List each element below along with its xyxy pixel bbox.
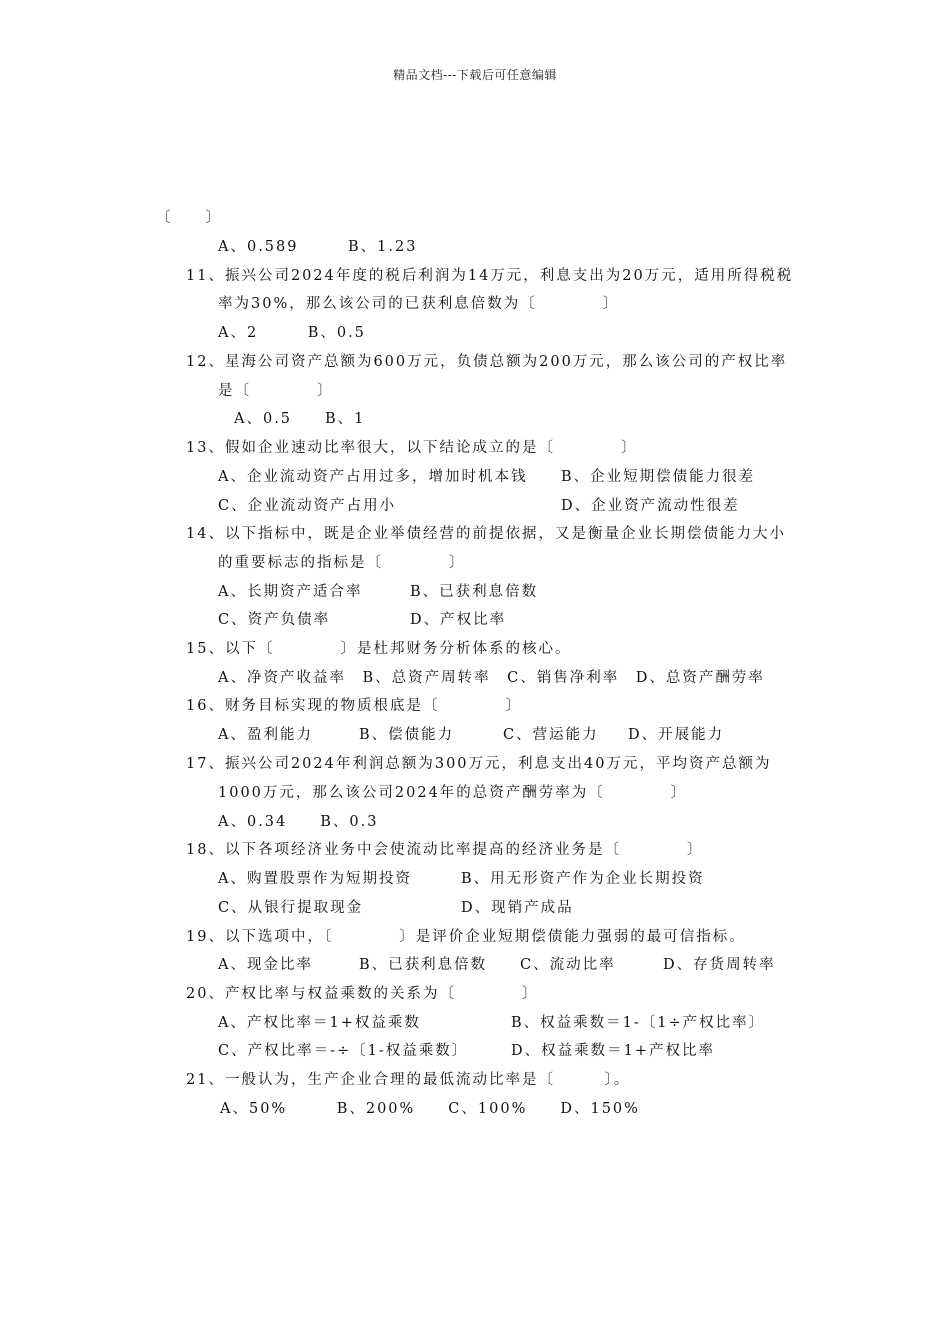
answer-options: A、0.34 B、0.3 <box>218 814 379 830</box>
option-b: B、企业短期偿债能力很差 <box>561 469 756 485</box>
option-a: A、产权比率＝1+权益乘数 <box>218 1015 421 1031</box>
option-c: C、资产负债率 <box>218 612 331 628</box>
page-header: 精品文档---下载后可任意编辑 <box>393 68 557 82</box>
option-b: B、偿债能力 <box>359 727 455 743</box>
option-b: B、权益乘数＝1-〔1÷产权比率〕 <box>511 1015 766 1031</box>
question-18: 18、以下各项经济业务中会使流动比率提高的经济业务是〔 〕 <box>186 842 704 858</box>
option-a: A、长期资产适合率 <box>218 584 363 600</box>
answer-options: A、2 B、0.5 <box>218 325 366 341</box>
question-15: 15、以下〔 〕是杜邦财务分析体系的核心。 <box>186 641 572 657</box>
question-11-cont: 率为30%，那么该公司的已获利息倍数为〔 〕 <box>218 296 620 312</box>
question-12: 12、星海公司资产总额为600万元，负债总额为200万元，那么该公司的产权比率 <box>186 354 788 370</box>
option-d: D、企业资产流动性很差 <box>561 498 740 514</box>
answer-options: A、0.5 B、1 <box>234 411 366 427</box>
option-d: D、现销产成品 <box>461 900 574 916</box>
option-d: D、产权比率 <box>410 612 507 628</box>
question-17: 17、振兴公司2024年利润总额为300万元，利息支出40万元，平均资产总额为 <box>186 756 772 772</box>
question-14: 14、以下指标中，既是企业举债经营的前提依据，又是衡量企业长期偿债能力大小 <box>186 526 786 542</box>
option-b: B、已获利息倍数 <box>359 957 488 973</box>
question-20: 20、产权比率与权益乘数的关系为〔 〕 <box>186 986 539 1002</box>
option-d: D、权益乘数＝1+产权比率 <box>511 1043 715 1059</box>
question-21: 21、一般认为，生产企业合理的最低流动比率是〔 〕。 <box>186 1072 631 1088</box>
option-b: B、用无形资产作为企业长期投资 <box>461 871 705 887</box>
option-c: C、营运能力 <box>503 727 599 743</box>
answer-options: A、净资产收益率 B、总资产周转率 C、销售净利率 D、总资产酬劳率 <box>218 670 765 686</box>
option-d: D、开展能力 <box>628 727 725 743</box>
option-d: D、存货周转率 <box>663 957 776 973</box>
question-13: 13、假如企业速动比率很大，以下结论成立的是〔 〕 <box>186 440 638 456</box>
question-19: 19、以下选项中，〔 〕是评价企业短期偿债能力强弱的最可信指标。 <box>186 929 746 945</box>
option-c: C、从银行提取现金 <box>218 900 364 916</box>
option-c: C、产权比率＝-÷〔1-权益乘数〕 <box>218 1043 469 1059</box>
question-16: 16、财务目标实现的物质根底是〔 〕 <box>186 698 522 714</box>
question-11: 11、振兴公司2024年度的税后利润为14万元，利息支出为20万元，适用所得税税 <box>186 268 794 284</box>
question-17-cont: 1000万元，那么该公司2024年的总资产酬劳率为〔 〕 <box>218 785 688 801</box>
option-b: B、已获利息倍数 <box>410 584 539 600</box>
option-c: C、流动比率 <box>520 957 616 973</box>
text-line: 〔 〕 <box>156 210 222 226</box>
option-c: C、企业流动资产占用小 <box>218 498 397 514</box>
answer-options: A、50% B、200% C、100% D、150% <box>220 1101 640 1117</box>
option-a: A、企业流动资产占用过多，增加时机本钱 <box>218 469 528 485</box>
answer-options: A、0.589 B、1.23 <box>218 239 418 255</box>
option-a: A、现金比率 <box>218 957 313 973</box>
option-a: A、购置股票作为短期投资 <box>218 871 412 887</box>
option-a: A、盈利能力 <box>218 727 313 743</box>
question-14-cont: 的重要标志的指标是〔 〕 <box>218 555 466 571</box>
question-12-cont: 是〔 〕 <box>218 383 334 399</box>
